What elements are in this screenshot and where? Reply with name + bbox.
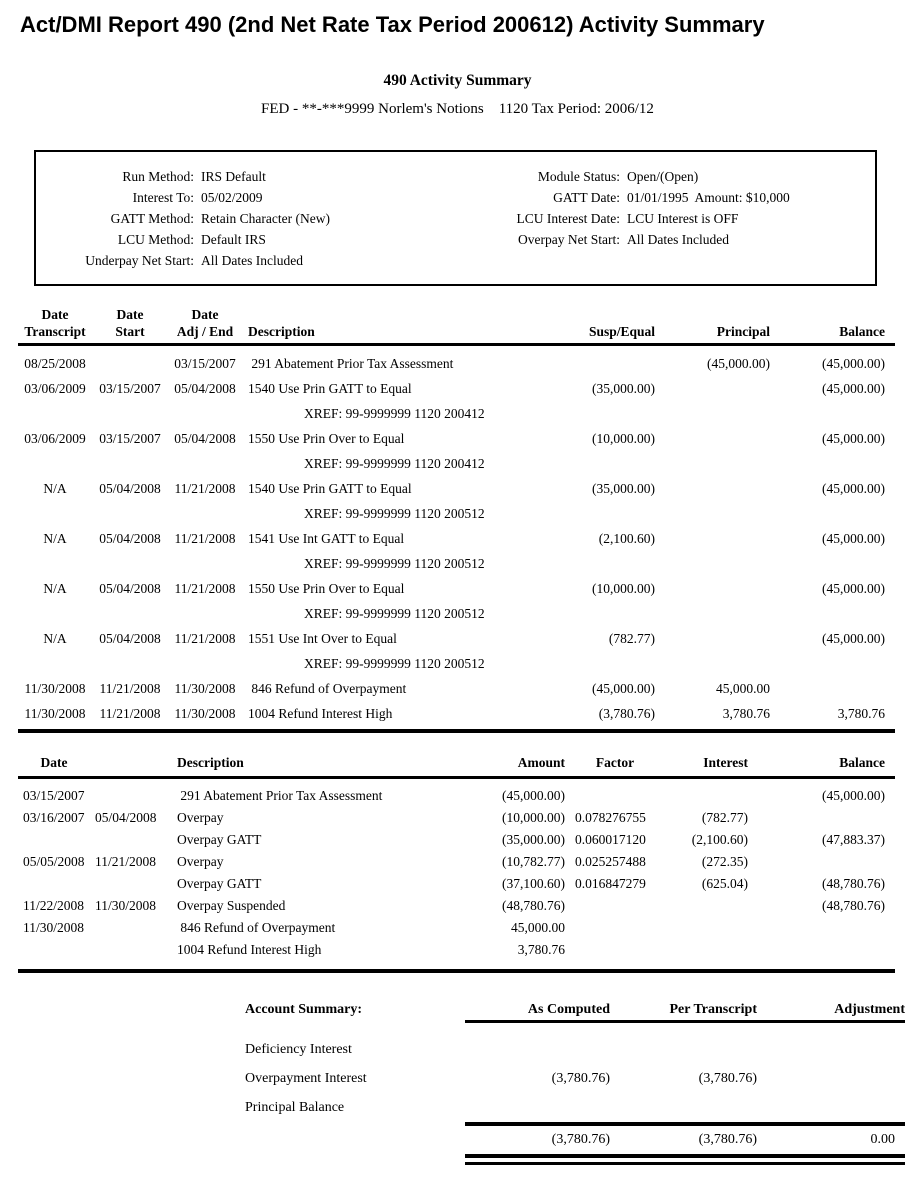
date-adj-end-cell — [168, 501, 242, 526]
column-header-date-transcript: Date Transcript — [24, 307, 86, 339]
table-row — [18, 701, 895, 726]
date-adj-end-cell: 11/21/2008 — [174, 481, 236, 496]
adjustment-cell — [757, 1035, 905, 1064]
detail-table — [18, 752, 895, 973]
factor-cell: 0.025257488 — [575, 854, 646, 869]
column-header-interest: Interest — [703, 755, 748, 770]
table-row — [18, 501, 895, 526]
description-cell: 291 Abatement Prior Tax Assessment — [248, 356, 454, 371]
date-start-cell — [92, 451, 168, 476]
principal-cell — [655, 376, 770, 401]
report-subheading: FED - **-***9999 Norlem's Notions 1120 Tax Period: 2006/12 — [261, 101, 654, 117]
balance-cell — [770, 401, 895, 426]
balance-cell: (45,000.00) — [822, 581, 885, 596]
susp-equal-cell — [515, 401, 655, 426]
table-row — [18, 939, 895, 961]
summary-row — [245, 1093, 905, 1122]
setting-row — [36, 208, 466, 229]
setting-label: Underpay Net Start: — [85, 253, 194, 268]
date-adj-end-cell: 11/30/2008 — [174, 681, 236, 696]
account-summary-rows — [245, 1035, 905, 1122]
date-adj-end-cell — [168, 451, 242, 476]
balance-cell — [748, 939, 895, 961]
description-cell: Overpay — [177, 854, 224, 869]
date-adj-end-cell: 11/21/2008 — [174, 631, 236, 646]
description-cell: 1551 Use Int Over to Equal — [248, 631, 397, 646]
table-row — [18, 376, 895, 401]
setting-value: LCU Interest is OFF — [627, 211, 739, 226]
date-to-cell: 11/30/2008 — [95, 898, 157, 913]
description-cell: XREF: 99-9999999 1120 200512 — [304, 656, 485, 671]
date-start-cell — [92, 401, 168, 426]
setting-label: Run Method: — [122, 169, 194, 184]
setting-label: Interest To: — [132, 190, 194, 205]
date-to-cell — [90, 873, 168, 895]
amount-cell: (10,000.00) — [502, 810, 565, 825]
date-transcript-cell — [18, 551, 92, 576]
interest-cell — [665, 895, 748, 917]
date-start-cell: 05/04/2008 — [99, 481, 161, 496]
date-transcript-cell: 03/06/2009 — [24, 431, 86, 446]
activity-table — [18, 306, 895, 733]
table-row — [18, 351, 895, 376]
setting-value: 01/01/1995 Amount: $10,000 — [627, 190, 790, 205]
date-start-cell: 03/15/2007 — [99, 381, 161, 396]
date-start-cell: 03/15/2007 — [99, 431, 161, 446]
description-cell: Overpay GATT — [177, 832, 262, 847]
setting-value: 05/02/2009 — [201, 190, 263, 205]
description-cell: Overpay Suspended — [177, 898, 286, 913]
description-cell: 1004 Refund Interest High — [248, 706, 393, 721]
date-transcript-cell: N/A — [43, 631, 67, 646]
susp-equal-cell: (2,100.60) — [598, 531, 655, 546]
principal-cell — [655, 476, 770, 501]
date-adj-end-cell — [168, 551, 242, 576]
date-to-cell — [90, 917, 168, 939]
balance-cell — [770, 651, 895, 676]
detail-table-header — [18, 752, 895, 779]
balance-cell: (48,780.76) — [822, 876, 885, 891]
table-row — [18, 426, 895, 451]
table-row — [18, 895, 895, 917]
table-row — [18, 601, 895, 626]
date-start-cell — [92, 651, 168, 676]
date-transcript-cell: 08/25/2008 — [24, 356, 86, 371]
interest-cell — [665, 939, 748, 961]
account-summary — [245, 1000, 905, 1165]
activity-table-header — [18, 306, 895, 346]
description-cell: XREF: 99-9999999 1120 200512 — [304, 506, 485, 521]
interest-cell: (625.04) — [701, 876, 748, 891]
balance-cell — [770, 601, 895, 626]
susp-equal-cell: (10,000.00) — [592, 431, 655, 446]
description-cell: 846 Refund of Overpayment — [177, 920, 336, 935]
date-transcript-cell: N/A — [43, 531, 67, 546]
factor-cell — [565, 895, 665, 917]
setting-value: Default IRS — [201, 232, 266, 247]
amount-cell: 45,000.00 — [511, 920, 565, 935]
column-header-amount: Amount — [517, 755, 565, 770]
table-row — [18, 676, 895, 701]
amount-cell: (10,782.77) — [502, 854, 565, 869]
date-to-cell: 05/04/2008 — [95, 810, 157, 825]
description-cell: Overpay — [177, 810, 224, 825]
interest-cell: (2,100.60) — [691, 832, 748, 847]
principal-cell — [655, 551, 770, 576]
date-to-cell: 11/21/2008 — [95, 854, 157, 869]
table-row — [18, 651, 895, 676]
column-header-susp-equal: Susp/Equal — [588, 324, 655, 339]
susp-equal-cell — [515, 501, 655, 526]
description-cell: Overpay GATT — [177, 876, 262, 891]
setting-label: GATT Method: — [110, 211, 194, 226]
balance-cell — [770, 676, 895, 701]
table-row — [18, 873, 895, 895]
run-settings-box — [34, 150, 877, 286]
principal-cell — [655, 501, 770, 526]
as-computed-cell — [465, 1035, 610, 1064]
principal-cell — [655, 401, 770, 426]
column-header-per-transcript: Per Transcript — [610, 1000, 757, 1023]
column-header-balance: Balance — [839, 324, 885, 339]
summary-label: Deficiency Interest — [245, 1042, 352, 1057]
date-transcript-cell — [18, 601, 92, 626]
interest-cell: (272.35) — [701, 854, 748, 869]
detail-table-body — [18, 779, 895, 969]
setting-row — [36, 187, 466, 208]
date-from-cell — [18, 939, 90, 961]
susp-equal-cell — [515, 551, 655, 576]
date-transcript-cell: N/A — [43, 481, 67, 496]
amount-cell: 3,780.76 — [517, 942, 565, 957]
factor-cell: 0.060017120 — [575, 832, 646, 847]
adjustment-cell — [757, 1093, 905, 1122]
factor-cell: 0.016847279 — [575, 876, 646, 891]
susp-equal-cell: (35,000.00) — [592, 481, 655, 496]
amount-cell: (48,780.76) — [502, 898, 565, 913]
account-summary-header — [245, 1000, 905, 1023]
date-adj-end-cell: 11/30/2008 — [174, 706, 236, 721]
description-cell: 1540 Use Prin GATT to Equal — [248, 481, 412, 496]
principal-cell: 45,000.00 — [716, 681, 770, 696]
factor-cell — [565, 939, 665, 961]
date-adj-end-cell: 05/04/2008 — [174, 431, 236, 446]
susp-equal-cell: (3,780.76) — [598, 706, 655, 721]
column-header-principal: Principal — [716, 324, 770, 339]
balance-cell: (45,000.00) — [822, 431, 885, 446]
summary-label: Overpayment Interest — [245, 1071, 367, 1086]
date-from-cell: 03/15/2007 — [23, 788, 85, 803]
table-row — [18, 401, 895, 426]
date-adj-end-cell — [168, 651, 242, 676]
interest-cell — [665, 917, 748, 939]
column-header-date-adj-end: Date Adj / End — [176, 307, 234, 339]
setting-value: Retain Character (New) — [201, 211, 330, 226]
date-start-cell: 05/04/2008 — [99, 581, 161, 596]
date-from-cell: 05/05/2008 — [23, 854, 85, 869]
date-to-cell — [90, 829, 168, 851]
factor-cell — [565, 785, 665, 807]
table-row — [18, 576, 895, 601]
column-header-date: Date — [40, 755, 68, 770]
balance-cell — [748, 807, 895, 829]
per-transcript-cell: (3,780.76) — [698, 1071, 757, 1086]
column-header-balance: Balance — [839, 755, 885, 770]
run-settings-left-column — [36, 166, 466, 271]
table-row — [18, 807, 895, 829]
account-summary-totals — [465, 1122, 905, 1158]
susp-equal-cell: (10,000.00) — [592, 581, 655, 596]
description-cell: 1541 Use Int GATT to Equal — [248, 531, 405, 546]
account-summary-title: Account Summary: — [245, 1002, 363, 1017]
setting-row — [440, 229, 872, 250]
date-from-cell: 11/30/2008 — [23, 920, 85, 935]
principal-cell: (45,000.00) — [707, 356, 770, 371]
table-row — [18, 626, 895, 651]
page-title: Act/DMI Report 490 (2nd Net Rate Tax Period 200612) Activity Summary — [20, 12, 765, 37]
date-adj-end-cell — [168, 401, 242, 426]
susp-equal-cell — [515, 601, 655, 626]
setting-label: Module Status: — [537, 169, 620, 184]
table-row — [18, 451, 895, 476]
setting-value: All Dates Included — [201, 253, 303, 268]
date-transcript-cell — [18, 501, 92, 526]
setting-label: LCU Method: — [117, 232, 194, 247]
principal-cell — [655, 426, 770, 451]
amount-cell: (37,100.60) — [502, 876, 565, 891]
setting-value: Open/(Open) — [627, 169, 699, 184]
date-to-cell — [90, 939, 168, 961]
balance-cell: (45,000.00) — [822, 631, 885, 646]
principal-cell: 3,780.76 — [722, 706, 770, 721]
setting-value: IRS Default — [201, 169, 266, 184]
balance-cell — [748, 917, 895, 939]
balance-cell — [770, 451, 895, 476]
setting-row — [36, 166, 466, 187]
setting-row — [440, 187, 872, 208]
principal-cell — [655, 451, 770, 476]
balance-cell: 3,780.76 — [837, 706, 885, 721]
description-cell: XREF: 99-9999999 1120 200412 — [304, 406, 485, 421]
amount-cell: (45,000.00) — [502, 788, 565, 803]
balance-cell: (45,000.00) — [822, 356, 885, 371]
date-transcript-cell: 11/30/2008 — [24, 681, 86, 696]
principal-cell — [655, 526, 770, 551]
date-start-cell — [92, 501, 168, 526]
susp-equal-cell — [515, 451, 655, 476]
date-start-cell — [92, 351, 168, 376]
description-cell: 846 Refund of Overpayment — [248, 681, 407, 696]
description-cell: XREF: 99-9999999 1120 200512 — [304, 606, 485, 621]
date-from-cell: 11/22/2008 — [23, 898, 85, 913]
column-header-as-computed: As Computed — [465, 1000, 610, 1023]
as-computed-cell — [465, 1093, 610, 1122]
factor-cell: 0.078276755 — [575, 810, 646, 825]
date-transcript-cell — [18, 651, 92, 676]
date-transcript-cell — [18, 451, 92, 476]
date-adj-end-cell — [168, 601, 242, 626]
date-start-cell: 11/21/2008 — [99, 681, 161, 696]
date-from-cell — [18, 829, 90, 851]
balance-cell — [770, 551, 895, 576]
balance-cell: (45,000.00) — [822, 531, 885, 546]
susp-equal-cell — [515, 351, 655, 376]
total-adjustment: 0.00 — [870, 1132, 895, 1147]
date-transcript-cell — [18, 401, 92, 426]
report-heading: 490 Activity Summary — [383, 72, 532, 89]
setting-value: All Dates Included — [627, 232, 729, 247]
setting-row — [440, 166, 872, 187]
date-from-cell — [18, 873, 90, 895]
column-header-description: Description — [177, 755, 244, 770]
table-row — [18, 917, 895, 939]
susp-equal-cell — [515, 651, 655, 676]
table-row — [18, 851, 895, 873]
date-start-cell — [92, 551, 168, 576]
summary-row — [245, 1064, 905, 1093]
setting-label: Overpay Net Start: — [518, 232, 620, 247]
date-transcript-cell: 03/06/2009 — [24, 381, 86, 396]
setting-row — [36, 250, 466, 271]
table-row — [18, 476, 895, 501]
date-start-cell — [92, 601, 168, 626]
interest-cell: (782.77) — [701, 810, 748, 825]
column-header-date-start: Date Start — [115, 307, 145, 339]
date-transcript-cell: 11/30/2008 — [24, 706, 86, 721]
table-row — [18, 785, 895, 807]
balance-cell: (47,883.37) — [822, 832, 885, 847]
description-cell: 1004 Refund Interest High — [177, 942, 322, 957]
principal-cell — [655, 601, 770, 626]
date-to-cell — [90, 785, 168, 807]
balance-cell: (45,000.00) — [822, 381, 885, 396]
column-header-factor: Factor — [595, 755, 635, 770]
column-header-date2-spacer — [90, 752, 168, 774]
balance-cell: (45,000.00) — [822, 788, 885, 803]
setting-label: LCU Interest Date: — [516, 211, 620, 226]
date-adj-end-cell: 11/21/2008 — [174, 531, 236, 546]
date-start-cell: 05/04/2008 — [99, 531, 161, 546]
susp-equal-cell: (45,000.00) — [592, 681, 655, 696]
principal-cell — [655, 651, 770, 676]
setting-row — [440, 208, 872, 229]
balance-cell — [770, 501, 895, 526]
table-row — [18, 829, 895, 851]
description-cell: 291 Abatement Prior Tax Assessment — [177, 788, 383, 803]
activity-table-body — [18, 346, 895, 729]
date-transcript-cell: N/A — [43, 581, 67, 596]
description-cell: XREF: 99-9999999 1120 200512 — [304, 556, 485, 571]
date-from-cell: 03/16/2007 — [23, 810, 85, 825]
description-cell: 1540 Use Prin GATT to Equal — [248, 381, 412, 396]
factor-cell — [565, 917, 665, 939]
balance-cell — [748, 851, 895, 873]
date-start-cell: 05/04/2008 — [99, 631, 161, 646]
balance-cell: (48,780.76) — [822, 898, 885, 913]
setting-label: GATT Date: — [553, 190, 620, 205]
setting-row — [36, 229, 466, 250]
interest-cell — [665, 785, 748, 807]
column-header-adjustment: Adjustment — [757, 1000, 905, 1023]
description-cell: XREF: 99-9999999 1120 200412 — [304, 456, 485, 471]
date-start-cell: 11/21/2008 — [99, 706, 161, 721]
bottom-double-rule — [465, 1162, 905, 1165]
total-as-computed: (3,780.76) — [551, 1132, 610, 1147]
table-row — [18, 551, 895, 576]
amount-cell: (35,000.00) — [502, 832, 565, 847]
susp-equal-cell: (35,000.00) — [592, 381, 655, 396]
per-transcript-cell — [610, 1093, 757, 1122]
date-adj-end-cell: 05/04/2008 — [174, 381, 236, 396]
date-adj-end-cell: 03/15/2007 — [174, 356, 236, 371]
column-header-description: Description — [248, 324, 315, 339]
adjustment-cell — [757, 1064, 905, 1093]
balance-cell: (45,000.00) — [822, 481, 885, 496]
date-adj-end-cell: 11/21/2008 — [174, 581, 236, 596]
table-row — [18, 526, 895, 551]
as-computed-cell: (3,780.76) — [551, 1071, 610, 1086]
summary-label: Principal Balance — [245, 1100, 345, 1115]
run-settings-right-column — [440, 166, 872, 250]
principal-cell — [655, 576, 770, 601]
total-per-transcript: (3,780.76) — [698, 1132, 757, 1147]
per-transcript-cell — [610, 1035, 757, 1064]
summary-row — [245, 1035, 905, 1064]
description-cell: 1550 Use Prin Over to Equal — [248, 431, 405, 446]
principal-cell — [655, 626, 770, 651]
susp-equal-cell: (782.77) — [608, 631, 655, 646]
description-cell: 1550 Use Prin Over to Equal — [248, 581, 405, 596]
